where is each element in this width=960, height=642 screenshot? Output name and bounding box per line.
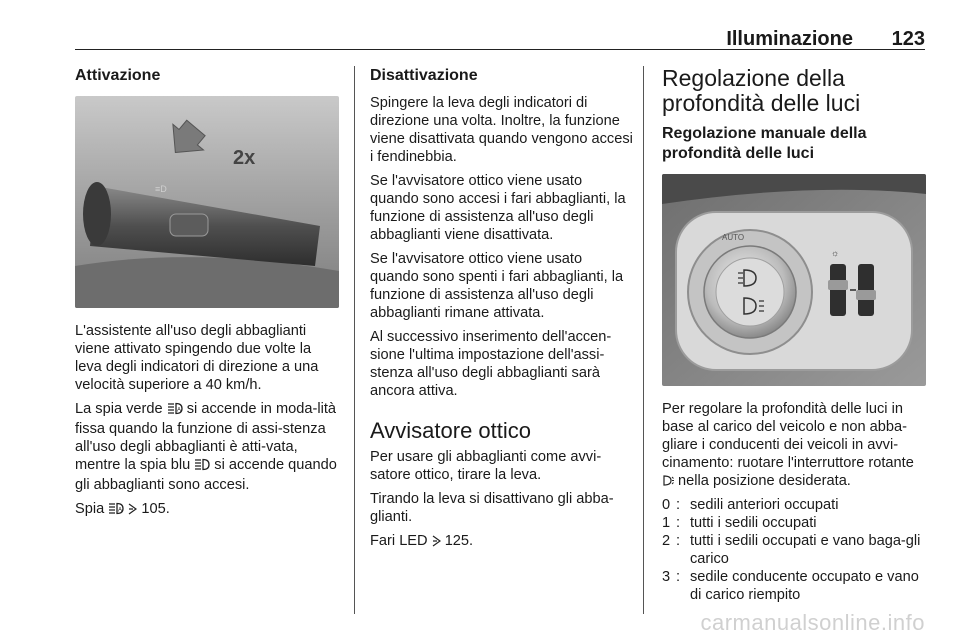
light-switch-figure — [662, 174, 926, 386]
paragraph: Se l'avvisatore ottico viene usato quando sono accesi i fari abbaglianti, la funzione di assistenza all'uso degli abbaglianti viene disattivata. — [370, 173, 626, 243]
column-1 — [75, 66, 339, 526]
load-level-list — [662, 496, 926, 604]
list-item — [662, 496, 926, 514]
list-item — [662, 532, 926, 568]
watermark: carmanualsonline.info — [700, 610, 925, 635]
page-number: 123 — [891, 28, 925, 50]
paragraph: Per usare gli abbaglianti come avvi-satore ottico, tirare la leva. — [370, 449, 602, 483]
paragraph: L'assistente all'uso degli abbaglianti viene attivato spingendo due volte la leva degli indicatori di direzione a una velocità superiore a 40 km/h. — [75, 323, 319, 393]
list-item-text: sedile conducente occupato e vano di carico riempito — [690, 569, 919, 603]
page-reference-icon — [128, 502, 137, 520]
text: Spia — [75, 501, 109, 517]
list-item-number: 2 — [662, 533, 671, 549]
heading-avvisatore-ottico: Avvisatore ottico — [370, 418, 532, 443]
high-beam-icon — [194, 458, 210, 476]
headlight-range-icon — [662, 474, 674, 492]
list-item-text: sedili anteriori occupati — [690, 497, 839, 513]
paragraph — [370, 532, 634, 552]
list-item-number: 1 — [662, 515, 671, 531]
list-item-text: tutti i sedili occupati — [690, 515, 817, 531]
list-item — [662, 514, 926, 532]
svg-text:≡D: ≡D — [155, 184, 167, 194]
text: 105. — [137, 501, 170, 517]
list-separator: : — [676, 533, 681, 549]
stalk-figure — [75, 96, 339, 308]
turn-signal-lever-image — [75, 96, 339, 308]
page-reference-icon — [432, 534, 441, 552]
header-rule — [75, 49, 925, 50]
column-2 — [370, 66, 634, 558]
heading-regolazione: Regolazione della profondità delle luci — [662, 65, 861, 116]
paragraph: Spingere la leva degli indicatori di direzione una volta. Inoltre, la funzione viene disattivata quando vengono accesi i fendinebbia. — [370, 95, 633, 165]
text: nella posizione desiderata. — [674, 473, 851, 489]
paragraph: Tirando la leva si disattivano gli abba-glianti. — [370, 491, 614, 525]
auto-label: AUTO — [722, 233, 745, 242]
list-separator: : — [676, 569, 681, 585]
paragraph — [75, 500, 339, 520]
paragraph — [75, 400, 339, 494]
list-separator: : — [676, 515, 681, 531]
page-header — [75, 26, 925, 50]
high-beam-assist-icon — [108, 502, 124, 520]
text: Per regolare la profondità delle luci in base al carico del veicolo e non abba-gliare i conducenti dei veicoli in avvi-cinamento: ruotare l'interruttore rotante — [662, 401, 914, 471]
column-divider-1 — [354, 66, 355, 614]
svg-text:☼: ☼ — [831, 248, 840, 258]
push-twice-label: 2x — [233, 147, 256, 169]
high-beam-assist-icon — [167, 402, 183, 420]
text: si accende quando gli abbaglianti sono accesi. — [75, 457, 337, 493]
list-item-number: 0 — [662, 497, 671, 513]
heading-disattivazione: Disattivazione — [370, 67, 478, 84]
column-3 — [662, 66, 926, 604]
text: Fari LED — [370, 533, 432, 549]
paragraph — [662, 400, 926, 492]
column-divider-2 — [643, 66, 644, 614]
list-item-number: 3 — [662, 569, 671, 585]
svg-text:A: A — [118, 507, 123, 514]
section-title: Illuminazione — [726, 28, 853, 50]
list-item — [662, 568, 926, 604]
light-switch-panel-image — [662, 174, 926, 386]
text: La spia verde — [75, 401, 167, 417]
heading-attivazione: Attivazione — [75, 67, 161, 84]
text: 125. — [440, 533, 474, 549]
paragraph: Al successivo inserimento dell'accen-sione l'ultima impostazione dell'assi-stenza all'uso degli abbaglianti sarà ancora attiva. — [370, 329, 612, 399]
subheading-regolazione-manuale: Regolazione manuale della profondità delle luci — [662, 125, 867, 162]
text: si accende in moda-lità fissa quando la funzione di assi-stenza all'uso degli abbaglianti è atti-vata, mentre la spia blu — [75, 401, 337, 473]
svg-text:A: A — [176, 407, 181, 414]
list-item-text: tutti i sedili occupati e vano baga-gli carico — [690, 533, 921, 567]
paragraph: Se l'avvisatore ottico viene usato quando sono spenti i fari abbaglianti, la funzione di assistenza all'uso degli abbaglianti rimane attivata. — [370, 251, 624, 321]
list-separator: : — [676, 497, 681, 513]
